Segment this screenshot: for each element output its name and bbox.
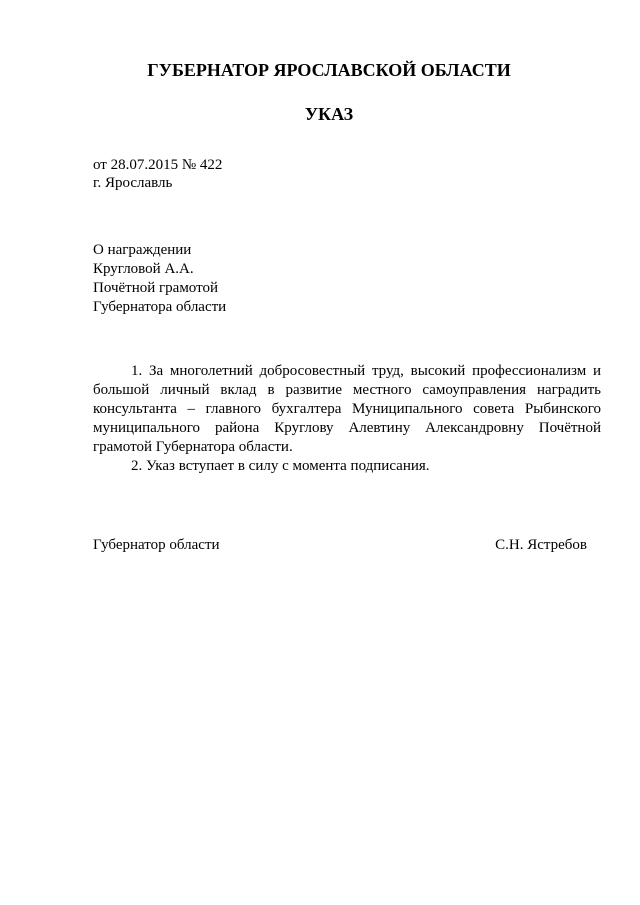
document-type: УКАЗ xyxy=(304,104,354,124)
subject-line: О награждении xyxy=(93,242,192,258)
document-place: г. Ярославль xyxy=(93,175,173,191)
signatory-name: С.Н. Ястребов xyxy=(495,537,587,553)
document-date-number: от 28.07.2015 № 422 xyxy=(93,157,223,173)
body-paragraph: 2. Указ вступает в силу с момента подписания. xyxy=(131,458,430,474)
document-body xyxy=(93,362,601,476)
subject-line: Кругловой А.А. xyxy=(93,261,194,277)
subject-line: Губернатора области xyxy=(93,299,227,315)
signatory-title: Губернатор области xyxy=(93,537,220,553)
document-authority: ГУБЕРНАТОР ЯРОСЛАВСКОЙ ОБЛАСТИ xyxy=(147,60,511,80)
document-subject xyxy=(93,241,226,317)
body-paragraph: 1. За многолетний добросовестный труд, высокий профессионализм и большой личный вклад в развитие местного самоуправления наградить консультанта – главного бухгалтера Муниципального совета Рыбинского муниципального района Круглову Алевтину Александровну Почётной грамотой Губернатора области. xyxy=(93,363,601,455)
subject-line: Почётной грамотой xyxy=(93,280,218,296)
